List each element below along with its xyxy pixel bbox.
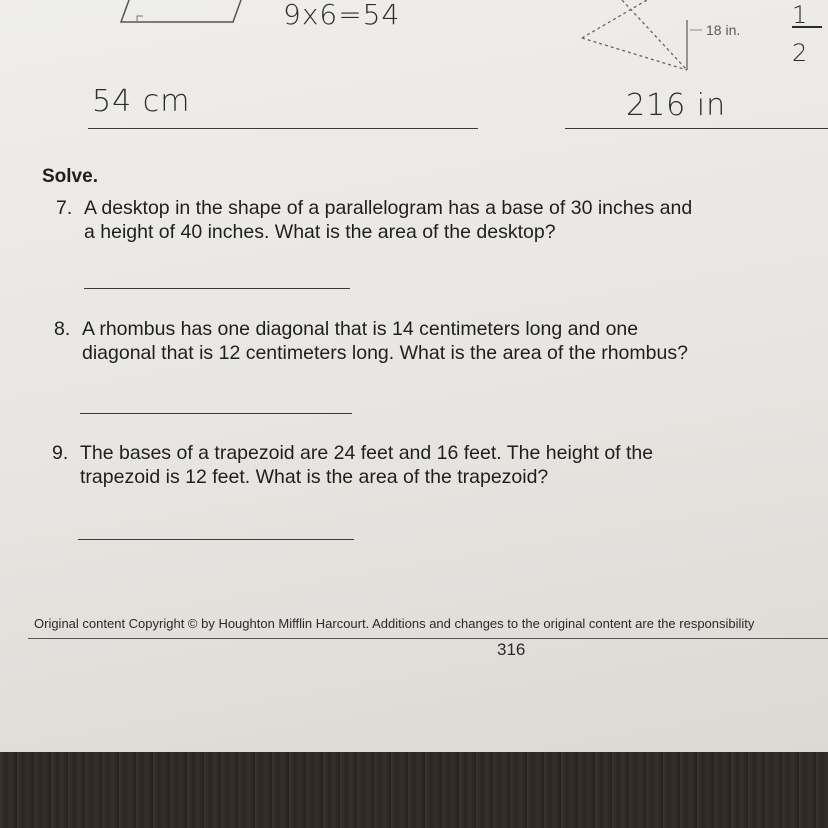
parallelogram-figure	[115, 0, 255, 30]
question-text: trapezoid is 12 feet. What is the area of the trapezoid?	[80, 466, 549, 488]
answer-line-8[interactable]	[80, 413, 352, 414]
handwritten-answer-right: 216 in	[626, 88, 727, 123]
page-number: 316	[497, 640, 526, 659]
section-heading: Solve.	[42, 166, 98, 187]
question-text: diagonal that is 12 centimeters long. What is the area of the rhombus?	[82, 342, 688, 364]
shape-figure	[572, 0, 702, 80]
question-text: A rhombus has one diagonal that is 14 centimeters long and one	[82, 318, 639, 340]
answer-line-5	[88, 128, 478, 129]
table-surface	[0, 752, 828, 828]
handwritten-answer-left: 54 cm	[92, 84, 191, 119]
answer-line-9[interactable]	[78, 539, 354, 540]
footer-rule	[28, 638, 828, 639]
handwritten-equation: 9x6=54	[283, 0, 401, 31]
answer-line-6	[565, 128, 828, 129]
figure-dimension-label: 18 in.	[706, 22, 741, 38]
question-text: The bases of a trapezoid are 24 feet and 16 feet. The height of the	[80, 442, 654, 464]
copyright-notice: Original content Copyright © by Houghton Mifflin Harcourt. Additions and changes to the original content are the responsibility	[34, 616, 755, 631]
answer-line-7[interactable]	[84, 288, 350, 289]
handwritten-fraction: 1 2	[792, 4, 822, 64]
question-text: a height of 40 inches. What is the area of the desktop?	[84, 221, 556, 243]
question-number: 7.	[56, 197, 73, 219]
question-text: A desktop in the shape of a parallelogram has a base of 30 inches and	[84, 197, 693, 219]
question-number: 8.	[54, 318, 71, 340]
question-number: 9.	[52, 442, 69, 464]
